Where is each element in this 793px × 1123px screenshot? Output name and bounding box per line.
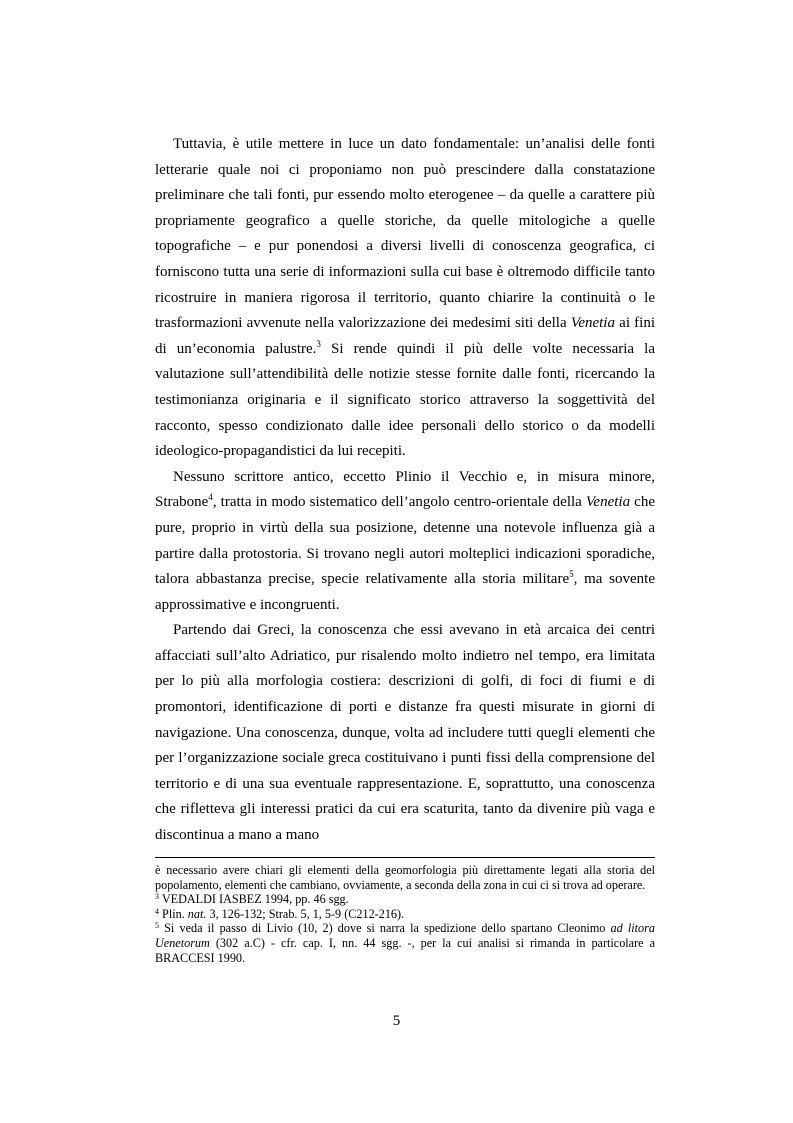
paragraph-2 <box>155 465 655 619</box>
footnote-ref[interactable]: 3 <box>316 338 321 349</box>
footnote-text: (302 a.C) - cfr. cap. I, nn. 44 sgg. -, per la cui analisi si rimanda in particolare a BRACCESI 1990. <box>155 935 655 965</box>
paragraph-3 <box>155 618 655 848</box>
paragraph-text: Partendo dai Greci, la conoscenza che essi avevano in età arcaica dei centri affacciati sull’alto Adriatico, pur risalendo molto indietro nel tempo, era limitata per lo più alla morfologia costiera: descrizioni di golfi, di foci di fiumi e di promontori, identificazione di porti e distanze fra questi misurate in giorni di navigazione. Una conoscenza, dunque, volta ad includere tutti quegli elementi che per l’organizzazione sociale greca costituivano i punti fissi della comprensione del territorio e di una sua eventuale rappresentazione. E, soprattutto, una conoscenza che rifletteva gli interessi pratici da cui era scaturita, tanto da divenire più vaga e discontinua a mano a mano <box>155 622 655 844</box>
footnote-text: 3, 126-132; Strab. 5, 1, 5-9 (C212-216). <box>206 906 405 921</box>
paragraph-text: che pure, proprio in virtù della sua posizione, detenne una notevole influenza già a partire dalla protostoria. Si trovano negli autori molteplici indicazioni sporadiche, talora abbastanza precise, specie relativamente alla storia militare <box>155 494 655 588</box>
footnote-5 <box>155 921 655 965</box>
italic-term: Venetia <box>570 315 615 332</box>
paragraph-text: Si rende quindi il più delle volte necessaria la valutazione sull’attendibilità delle notizie stesse fornite dalle fonti, ricercando la testimonianza originaria e il significato storico attraverso la soggettività del racconto, spesso condizionato dalle idee personali dello storico o da modelli ideologico-propagandistici da lui recepiti. <box>155 340 655 460</box>
paragraph-1 <box>155 132 655 465</box>
paragraph-text: , ma sovente approssimative e incongruenti. <box>155 571 655 613</box>
footnote-ref[interactable]: 5 <box>569 569 574 580</box>
footnote-4 <box>155 907 655 922</box>
footnote-number: 3 <box>155 892 159 902</box>
page-number: 5 <box>392 1013 401 1029</box>
footnotes <box>155 863 655 965</box>
italic-term: ad litora Uenetorum <box>155 921 655 950</box>
footnote-number: 4 <box>155 906 159 916</box>
paragraph-text: , tratta in modo sistematico dell’angolo centro-orientale della <box>212 494 582 511</box>
paragraph-text: Tuttavia, è utile mettere in luce un dato fondamentale: un’analisi delle fonti letterarie quale noi ci proponiamo non può prescindere dalla constatazione preliminare che tali fonti, pur essendo molto eterogenee – da quelle a carattere più propriamente geografico a quelle storiche, da quelle mitologiche a quelle topografiche – e pur ponendosi a diversi livelli di conoscenza geografica, ci forniscono tutta una serie di informazioni sulla cui base è oltremodo difficile tanto ricostruire in maniera rigorosa il territorio, quanto chiarire la continuità o le trasformazioni avvenute nella valorizzazione dei medesimi siti della <box>155 136 655 332</box>
footnote-text: Plin. <box>159 906 188 921</box>
footnote-continued <box>155 863 655 892</box>
footnote-number: 5 <box>155 921 159 931</box>
body-text <box>155 132 655 849</box>
footnote-3 <box>155 892 655 907</box>
paragraph-text: Nessuno scrittore antico, eccetto Plinio il Vecchio e, in misura minore, Strabone <box>155 468 655 511</box>
paragraph-text: ai fini di un’economia palustre. <box>155 315 656 357</box>
italic-term: nat. <box>187 906 207 921</box>
footnote-text: Si veda il passo di Livio (10, 2) dove si narra la spedizione dello spartano Cleonimo <box>159 921 611 936</box>
footnote-ref[interactable]: 4 <box>208 492 213 503</box>
footnote-text: VEDALDI IASBEZ 1994, pp. 46 sgg. <box>159 892 349 907</box>
italic-term: Venetia <box>585 494 631 511</box>
footnote-text: è necessario avere chiari gli elementi della geomorfologia più direttamente legati alla storia del popolamento, elementi che cambiano, ovviamente, a seconda della zona in cui ci si trova ad operare. <box>155 863 655 892</box>
footnote-divider <box>155 857 655 858</box>
